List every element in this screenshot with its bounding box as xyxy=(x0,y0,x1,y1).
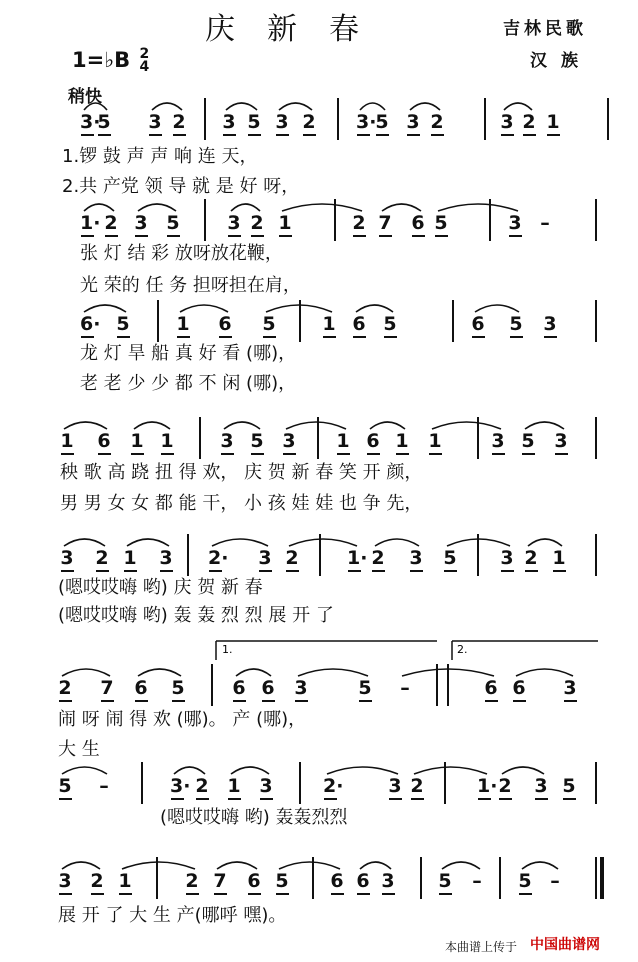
note: 1 xyxy=(428,430,442,452)
lyric-line: (嗯哎哎嗨 哟) 轰轰烈烈 xyxy=(160,807,348,828)
note: 2 xyxy=(104,212,118,234)
note: 2 xyxy=(285,547,299,569)
note: 2 xyxy=(185,870,199,892)
note: 1 xyxy=(552,547,566,569)
note: 3 xyxy=(222,111,236,133)
note: 2· xyxy=(323,775,344,797)
note: 3 xyxy=(534,775,548,797)
note: 3 xyxy=(554,430,568,452)
lyric-line: 男 男 女 女 都 能 干， 小 孩 娃 娃 也 争 先， xyxy=(60,493,423,514)
note: 2 xyxy=(498,775,512,797)
song-origin: 吉林民歌 xyxy=(503,19,587,39)
song-ethnicity: 汉族 xyxy=(530,51,592,71)
note: 5 xyxy=(438,870,452,892)
note: 3· xyxy=(170,775,191,797)
note: 1 xyxy=(123,547,137,569)
note: 7 xyxy=(213,870,227,892)
note: 1 xyxy=(278,212,292,234)
note: 5 xyxy=(383,313,397,335)
note: 6 xyxy=(97,430,111,452)
note: – xyxy=(540,212,550,234)
note: – xyxy=(400,677,410,699)
note: 1 xyxy=(227,775,241,797)
note: 2 xyxy=(410,775,424,797)
note: 2 xyxy=(95,547,109,569)
note: 6 xyxy=(218,313,232,335)
note: 1· xyxy=(477,775,498,797)
note: 2 xyxy=(352,212,366,234)
note: 1 xyxy=(176,313,190,335)
lyric-line: 闹 呀 闹 得 欢 (哪)。 产 (哪)， xyxy=(58,709,307,730)
note: 6 xyxy=(484,677,498,699)
lyric-line: 1.锣 鼓 声 声 响 连 天， xyxy=(62,146,258,167)
note: 3 xyxy=(409,547,423,569)
note: 3 xyxy=(258,547,272,569)
note: 2 xyxy=(250,212,264,234)
note: 5 xyxy=(58,775,72,797)
note: 2 xyxy=(522,111,536,133)
note: 5 xyxy=(509,313,523,335)
lyric-line: 龙 灯 旱 船 真 好 看 (哪)， xyxy=(80,343,297,364)
tempo-marking: 稍快 xyxy=(68,87,102,107)
note: – xyxy=(472,870,482,892)
note: 6 xyxy=(352,313,366,335)
note: 2 xyxy=(195,775,209,797)
note: 5 xyxy=(166,212,180,234)
note: 7 xyxy=(100,677,114,699)
note: 5 xyxy=(97,111,111,133)
note: 3 xyxy=(60,547,74,569)
note: 1 xyxy=(546,111,560,133)
note: 3 xyxy=(282,430,296,452)
note: 3 xyxy=(406,111,420,133)
time-signature-bottom: 4 xyxy=(139,59,150,75)
note: 5 xyxy=(358,677,372,699)
note: 6 xyxy=(471,313,485,335)
note: 2 xyxy=(90,870,104,892)
lyric-line: 2.共 产党 领 导 就 是 好 呀， xyxy=(62,176,300,197)
note: – xyxy=(550,870,560,892)
time-signature-top: 2 xyxy=(139,46,150,62)
note: 6 xyxy=(356,870,370,892)
note: 5 xyxy=(434,212,448,234)
lyric-line: 展 开 了 大 生 产(哪呼 嘿)。 xyxy=(58,905,287,926)
note: 3 xyxy=(381,870,395,892)
note: 3 xyxy=(500,111,514,133)
lyric-line: (嗯哎哎嗨 哟) 轰 轰 烈 烈 展 开 了 xyxy=(58,605,334,626)
note: 5 xyxy=(375,111,389,133)
note: 1 xyxy=(160,430,174,452)
note: 3 xyxy=(543,313,557,335)
note: 1· xyxy=(80,212,101,234)
note: 6 xyxy=(232,677,246,699)
note: 3 xyxy=(508,212,522,234)
note: 3· xyxy=(356,111,377,133)
note: 1 xyxy=(118,870,132,892)
footer-text: 本曲谱上传于 xyxy=(445,940,518,954)
note: 6 xyxy=(330,870,344,892)
note: 3 xyxy=(388,775,402,797)
note: 6 xyxy=(366,430,380,452)
note: 3 xyxy=(500,547,514,569)
note: 3 xyxy=(58,870,72,892)
lyric-line: 光 荣的 任 务 担呀担在肩， xyxy=(80,275,301,296)
note: 2 xyxy=(302,111,316,133)
note: 3 xyxy=(148,111,162,133)
note: 1· xyxy=(347,547,368,569)
note: 5 xyxy=(521,430,535,452)
note: 6 xyxy=(261,677,275,699)
note: 6 xyxy=(134,677,148,699)
note: 3· xyxy=(80,111,101,133)
lyric-line: 秧 歌 高 跷 扭 得 欢， 庆 贺 新 春 笑 开 颜， xyxy=(60,462,423,483)
note: 3 xyxy=(275,111,289,133)
note: 5 xyxy=(247,111,261,133)
note: 1 xyxy=(130,430,144,452)
note: 5 xyxy=(171,677,185,699)
note: 1 xyxy=(322,313,336,335)
key-signature-text: 1=♭B xyxy=(72,48,131,72)
volta-label: 2. xyxy=(457,643,468,656)
volta-label: 1. xyxy=(222,643,233,656)
note: 1 xyxy=(336,430,350,452)
note: 5 xyxy=(562,775,576,797)
note: 6 xyxy=(247,870,261,892)
note: 3 xyxy=(491,430,505,452)
note: 3 xyxy=(563,677,577,699)
note: 7 xyxy=(378,212,392,234)
song-title: 庆新春 xyxy=(205,12,391,47)
lyric-line: 张 灯 结 彩 放呀放花鞭， xyxy=(80,243,283,264)
note: 3 xyxy=(134,212,148,234)
note: 3 xyxy=(259,775,273,797)
note: 2· xyxy=(208,547,229,569)
note: 2 xyxy=(58,677,72,699)
note: 2 xyxy=(172,111,186,133)
note: 2 xyxy=(371,547,385,569)
lyric-line: (嗯哎哎嗨 哟) 庆 贺 新 春 xyxy=(58,577,263,598)
note: 2 xyxy=(430,111,444,133)
note: – xyxy=(99,775,109,797)
lyric-line: 大 生 xyxy=(58,739,100,760)
note: 3 xyxy=(159,547,173,569)
note: 3 xyxy=(220,430,234,452)
note: 3 xyxy=(227,212,241,234)
note: 3 xyxy=(294,677,308,699)
note: 6· xyxy=(80,313,101,335)
note: 6 xyxy=(512,677,526,699)
note: 5 xyxy=(518,870,532,892)
note: 5 xyxy=(262,313,276,335)
note: 2 xyxy=(524,547,538,569)
note: 6 xyxy=(411,212,425,234)
note: 5 xyxy=(443,547,457,569)
note: 5 xyxy=(250,430,264,452)
lyric-line: 老 老 少 少 都 不 闲 (哪)， xyxy=(80,373,297,394)
site-logo: 中国曲谱网 xyxy=(530,937,600,953)
note: 5 xyxy=(275,870,289,892)
note: 1 xyxy=(395,430,409,452)
note: 5 xyxy=(116,313,130,335)
note: 1 xyxy=(60,430,74,452)
